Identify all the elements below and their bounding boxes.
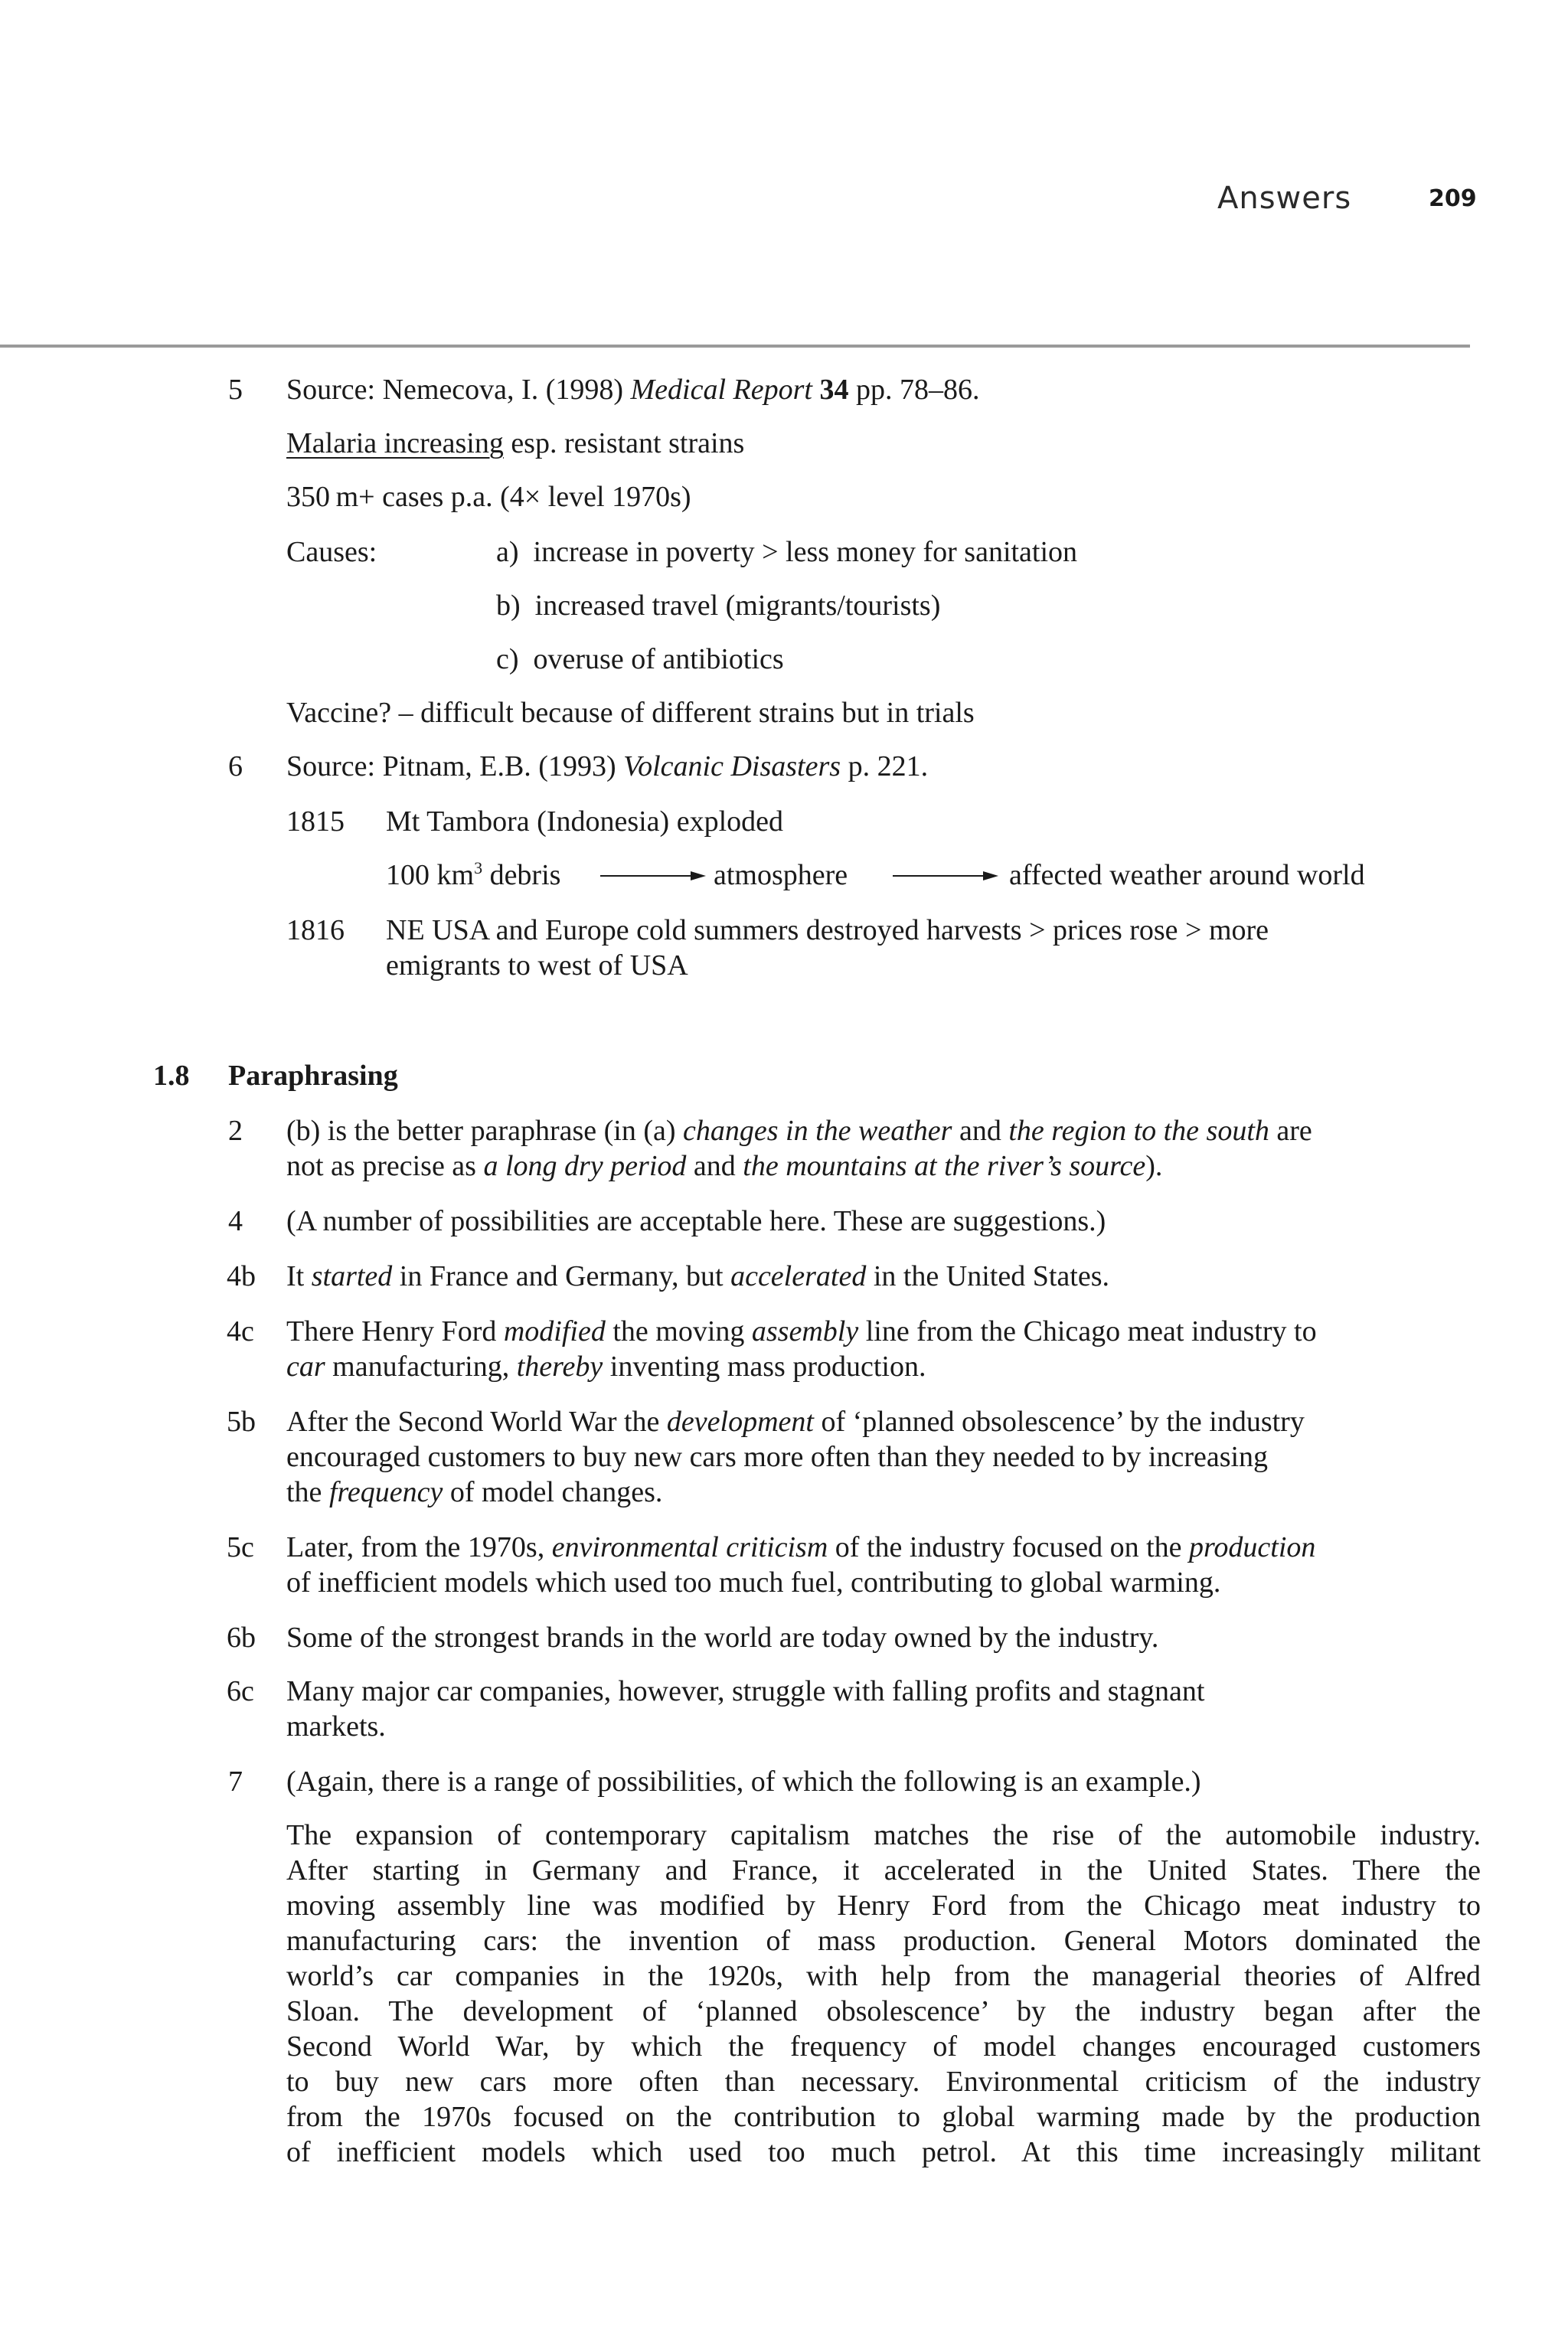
event-text: NE USA and Europe cold summers destroyed harvests > prices rose > more <box>386 914 1269 946</box>
source-title: Volcanic Disasters <box>623 750 841 782</box>
italic-text: modified <box>503 1315 606 1348</box>
causes-label: Causes: <box>286 536 377 568</box>
text: Later, from the 1970s, <box>286 1531 552 1563</box>
italic-text: a long dry period <box>483 1150 687 1182</box>
text: in France and Germany, but <box>392 1260 731 1292</box>
answer-line <box>286 1113 1312 1148</box>
paragraph-line: from the 1970s focused on the contribution to global warming made by the production <box>286 2101 1481 2133</box>
source-text: Source: Pitnam, E.B. (1993) <box>286 750 624 782</box>
paragraph-line: After starting in Germany and France, it accelerated in the United States. There the <box>286 1854 1481 1886</box>
paragraph-line: The expansion of contemporary capitalism matches the rise of the automobile industry. <box>286 1819 1481 1851</box>
text: manufacturing, <box>325 1351 517 1383</box>
debris-amount: 100 km <box>386 859 475 891</box>
italic-text: environmental criticism <box>551 1531 828 1563</box>
answer-line <box>286 1530 1315 1565</box>
italic-text: production <box>1189 1531 1316 1563</box>
paragraph-line: world’s car companies in the 1920s, with help from the managerial theories of Alfred <box>286 1960 1481 1992</box>
note-number: 6 <box>228 750 243 782</box>
source-text: Source: Nemecova, I. (1998) <box>286 374 631 406</box>
answer-line: Some of the strongest brands in the world are today owned by the industry. <box>286 1622 1159 1654</box>
paragraph-line: Sloan. The development of ‘planned obsolescence’ by the industry began after the <box>286 1995 1481 2027</box>
event-text: emigrants to west of USA <box>386 949 688 982</box>
event-text: Mt Tambora (Indonesia) exploded <box>386 805 783 838</box>
answer-number: 4b <box>227 1260 256 1292</box>
italic-text: the mountains at the river’s source <box>743 1150 1146 1182</box>
running-header-title: Answers <box>1217 181 1352 216</box>
note-text: esp. resistant strains <box>503 427 745 459</box>
answer-number: 4c <box>227 1315 254 1348</box>
arrow-right-icon <box>893 868 1000 884</box>
answer-number: 2 <box>228 1115 243 1147</box>
text: After the Second World War the <box>286 1406 667 1438</box>
superscript: 3 <box>474 858 483 877</box>
answer-number: 5b <box>227 1406 256 1438</box>
cause-item: b) increased travel (migrants/tourists) <box>496 590 941 622</box>
italic-text: development <box>666 1406 814 1438</box>
page-number: 209 <box>1429 185 1477 212</box>
atmosphere-text: atmosphere <box>714 859 848 891</box>
text: ). <box>1145 1150 1163 1182</box>
answer-line <box>286 1475 662 1510</box>
paragraph-line: to buy new cars more often than necessary. Environmental criticism of the industry <box>286 2066 1481 2098</box>
text: the <box>286 1476 329 1508</box>
answer-line: (Again, there is a range of possibilities, of which the following is an example.) <box>286 1766 1201 1798</box>
source-pages: p. 221. <box>841 750 929 782</box>
text: the moving <box>605 1315 752 1348</box>
arrow-right-icon <box>600 868 707 884</box>
text: It <box>286 1260 312 1292</box>
note-source <box>286 372 979 407</box>
cause-item: a) increase in poverty > less money for sanitation <box>496 536 1078 568</box>
underlined-heading: Malaria increasing <box>286 427 504 459</box>
text: and <box>686 1150 743 1182</box>
text: of ‘planned obsolescence’ by the industry <box>813 1406 1305 1438</box>
answer-line <box>286 1314 1317 1349</box>
debris-label: debris <box>482 859 561 891</box>
answer-number: 7 <box>228 1766 243 1798</box>
text: in the United States. <box>866 1260 1109 1292</box>
cause-item: c) overuse of antibiotics <box>496 643 784 675</box>
answer-line <box>286 1148 1162 1184</box>
italic-text: accelerated <box>730 1260 867 1292</box>
effect-text: affected weather around world <box>1009 859 1365 891</box>
paragraph-line: of inefficient models which used too much petrol. At this time increasingly militant <box>286 2136 1481 2168</box>
italic-text: car <box>286 1351 325 1383</box>
source-title: Medical Report <box>630 374 812 406</box>
answer-number: 6c <box>227 1675 254 1707</box>
italic-text: assembly <box>751 1315 859 1348</box>
source-pages: pp. 78–86. <box>848 374 980 406</box>
italic-text: frequency <box>328 1476 443 1508</box>
italic-text: the region to the south <box>1008 1115 1269 1147</box>
answer-line: (A number of possibilities are acceptable here. These are suggestions.) <box>286 1205 1106 1237</box>
note-line: 350 m+ cases p.a. (4× level 1970s) <box>286 481 691 513</box>
answer-number: 5c <box>227 1531 254 1563</box>
answer-number: 4 <box>228 1205 243 1237</box>
text: and <box>952 1115 1009 1147</box>
year-label: 1815 <box>286 805 345 838</box>
note-line <box>286 426 744 461</box>
text: of model changes. <box>443 1476 663 1508</box>
text: (b) is the better paraphrase (in (a) <box>286 1115 684 1147</box>
italic-text: changes in the weather <box>683 1115 952 1147</box>
answer-line <box>286 1349 926 1384</box>
text: of the industry focused on the <box>828 1531 1190 1563</box>
section-number: 1.8 <box>153 1060 190 1092</box>
answer-line: encouraged customers to buy new cars more often than they needed to by increasing <box>286 1441 1269 1473</box>
note-number: 5 <box>228 374 243 406</box>
paragraph-line: moving assembly line was modified by Henry Ford from the Chicago meat industry to <box>286 1890 1481 1922</box>
text: inventing mass production. <box>603 1351 926 1383</box>
italic-text: started <box>311 1260 393 1292</box>
answer-line: Many major car companies, however, struggle with falling profits and stagnant <box>286 1675 1205 1707</box>
text: are <box>1269 1115 1312 1147</box>
answer-line: of inefficient models which used too much fuel, contributing to global warming. <box>286 1566 1221 1599</box>
year-label: 1816 <box>286 914 345 946</box>
note-line: Vaccine? – difficult because of different strains but in trials <box>286 697 975 729</box>
note-source <box>286 749 928 784</box>
debris-text <box>386 858 560 893</box>
answer-line <box>286 1259 1109 1294</box>
section-title: Paraphrasing <box>228 1060 398 1092</box>
answer-line <box>286 1404 1305 1439</box>
italic-text: thereby <box>516 1351 603 1383</box>
paragraph-line: Second World War, by which the frequency of model changes encouraged customers <box>286 2030 1481 2063</box>
text: not as precise as <box>286 1150 484 1182</box>
answer-line: markets. <box>286 1710 386 1743</box>
source-volume: 34 <box>819 374 849 406</box>
answer-number: 6b <box>227 1622 256 1654</box>
text: line from the Chicago meat industry to <box>858 1315 1317 1348</box>
paragraph-line: manufacturing cars: the invention of mass production. General Motors dominated the <box>286 1925 1481 1957</box>
text: There Henry Ford <box>286 1315 504 1348</box>
